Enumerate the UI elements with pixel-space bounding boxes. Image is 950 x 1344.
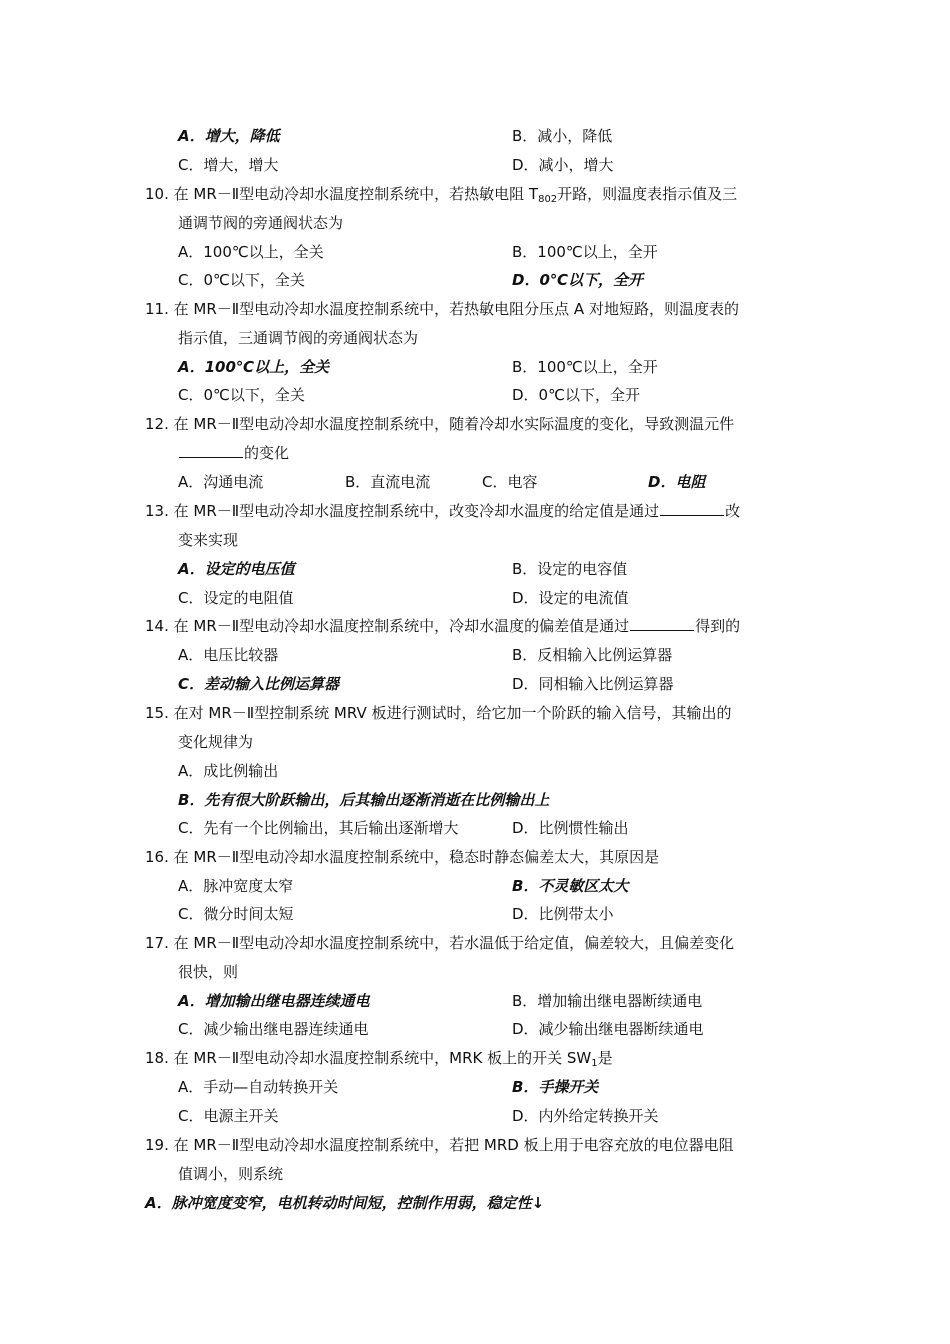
option-answer: A．增加输出继电器连续通电 xyxy=(178,992,370,1010)
question-10-stem xyxy=(145,184,737,206)
option: C．0℃以下，全关 xyxy=(178,386,305,404)
option-answer: A．100℃以上，全关 xyxy=(178,358,330,376)
option: A．沟通电流 xyxy=(178,473,264,491)
question-text: 值调小，则系统 xyxy=(178,1165,284,1183)
question-13-stem xyxy=(145,501,740,523)
option: B．反相输入比例运算器 xyxy=(512,646,673,664)
question-15-stem: 15. 在对 MR－Ⅱ型控制系统 MRV 板进行测试时，给它加一个阶跃的输入信号，其输出的 xyxy=(145,704,732,722)
option: B．100℃以上，全开 xyxy=(512,243,658,261)
option: B．设定的电容值 xyxy=(512,560,628,578)
question-text: 的变化 xyxy=(244,444,290,462)
option: A．手动—自动转换开关 xyxy=(178,1078,339,1096)
option-answer: A．脉冲宽度变窄，电机转动时间短，控制作用弱，稳定性↓ xyxy=(145,1194,545,1212)
option: B．直流电流 xyxy=(345,473,431,491)
option: B．100℃以上，全开 xyxy=(512,358,658,376)
option: A．100℃以上，全关 xyxy=(178,243,324,261)
option: C．电源主开关 xyxy=(178,1107,279,1125)
question-14-stem xyxy=(145,616,740,638)
option: C．增大，增大 xyxy=(178,156,279,174)
question-12-stem: 12. 在 MR－Ⅱ型电动冷却水温度控制系统中，随着冷却水实际温度的变化，导致测温元件 xyxy=(145,415,735,433)
question-text: 变来实现 xyxy=(178,531,239,549)
option: D．0℃以下，全开 xyxy=(512,386,640,404)
question-text: 变化规律为 xyxy=(178,733,254,751)
option: B．增加输出继电器断续通电 xyxy=(512,992,703,1010)
option: C．设定的电阻值 xyxy=(178,589,294,607)
question-text: 开路，则温度表指示值及三 xyxy=(557,185,738,203)
option: D．减小，增大 xyxy=(512,156,614,174)
option: D．减少输出继电器断续通电 xyxy=(512,1020,704,1038)
fill-blank xyxy=(630,616,694,631)
question-18-stem xyxy=(145,1048,613,1070)
question-19-stem: 19. 在 MR－Ⅱ型电动冷却水温度控制系统中，若把 MRD 板上用于电容充放的电位器电阻 xyxy=(145,1136,734,1154)
subscript: 802 xyxy=(538,194,558,205)
option: A．成比例输出 xyxy=(178,762,279,780)
option: C．减少输出继电器连续通电 xyxy=(178,1020,369,1038)
subscript: 1 xyxy=(591,1058,598,1069)
option-answer: B．手操开关 xyxy=(512,1078,599,1096)
option-answer: A．设定的电压值 xyxy=(178,560,295,578)
option-answer: D．电阻 xyxy=(648,473,706,491)
option-answer: A．增大，降低 xyxy=(178,127,280,145)
fill-blank xyxy=(660,501,724,516)
option-answer: B．先有很大阶跃输出，后其输出逐渐消逝在比例输出上 xyxy=(178,791,550,809)
question-text: 通调节阀的旁通阀状态为 xyxy=(178,214,344,232)
question-text: 很快，则 xyxy=(178,963,239,981)
option-answer: B．不灵敏区太大 xyxy=(512,877,629,895)
question-text: 得到的 xyxy=(695,617,741,635)
option: A．电压比较器 xyxy=(178,646,279,664)
option-answer: D．0℃以下，全开 xyxy=(512,271,644,289)
option: A．脉冲宽度太窄 xyxy=(178,877,294,895)
option: D．内外给定转换开关 xyxy=(512,1107,659,1125)
option: D．比例带太小 xyxy=(512,905,614,923)
question-text: 14. 在 MR－Ⅱ型电动冷却水温度控制系统中，冷却水温度的偏差值是通过 xyxy=(145,617,630,635)
option: B．减小，降低 xyxy=(512,127,613,145)
option: C．先有一个比例输出，其后输出逐渐增大 xyxy=(178,819,459,837)
option: D．同相输入比例运算器 xyxy=(512,675,674,693)
fill-blank xyxy=(179,443,243,458)
option: C．微分时间太短 xyxy=(178,905,294,923)
question-17-stem: 17. 在 MR－Ⅱ型电动冷却水温度控制系统中，若水温低于给定值，偏差较大，且偏差变化 xyxy=(145,934,735,952)
question-text: 13. 在 MR－Ⅱ型电动冷却水温度控制系统中，改变冷却水温度的给定值是通过 xyxy=(145,502,660,520)
option: C．0℃以下，全关 xyxy=(178,271,305,289)
question-text: 是 xyxy=(597,1049,613,1067)
option: C．电容 xyxy=(482,473,538,491)
question-12-stem-cont xyxy=(178,443,289,465)
option: D．比例惯性输出 xyxy=(512,819,629,837)
option-answer: C．差动输入比例运算器 xyxy=(178,675,340,693)
question-text: 改 xyxy=(725,502,741,520)
question-text: 18. 在 MR－Ⅱ型电动冷却水温度控制系统中，MRK 板上的开关 SW xyxy=(145,1049,592,1067)
question-11-stem: 11. 在 MR－Ⅱ型电动冷却水温度控制系统中，若热敏电阻分压点 A 对地短路，则温度表的 xyxy=(145,300,739,318)
option: D．设定的电流值 xyxy=(512,589,629,607)
question-text: 指示值，三通调节阀的旁通阀状态为 xyxy=(178,329,419,347)
question-text: 10. 在 MR－Ⅱ型电动冷却水温度控制系统中，若热敏电阻 T xyxy=(145,185,539,203)
question-16-stem: 16. 在 MR－Ⅱ型电动冷却水温度控制系统中，稳态时静态偏差太大，其原因是 xyxy=(145,848,660,866)
